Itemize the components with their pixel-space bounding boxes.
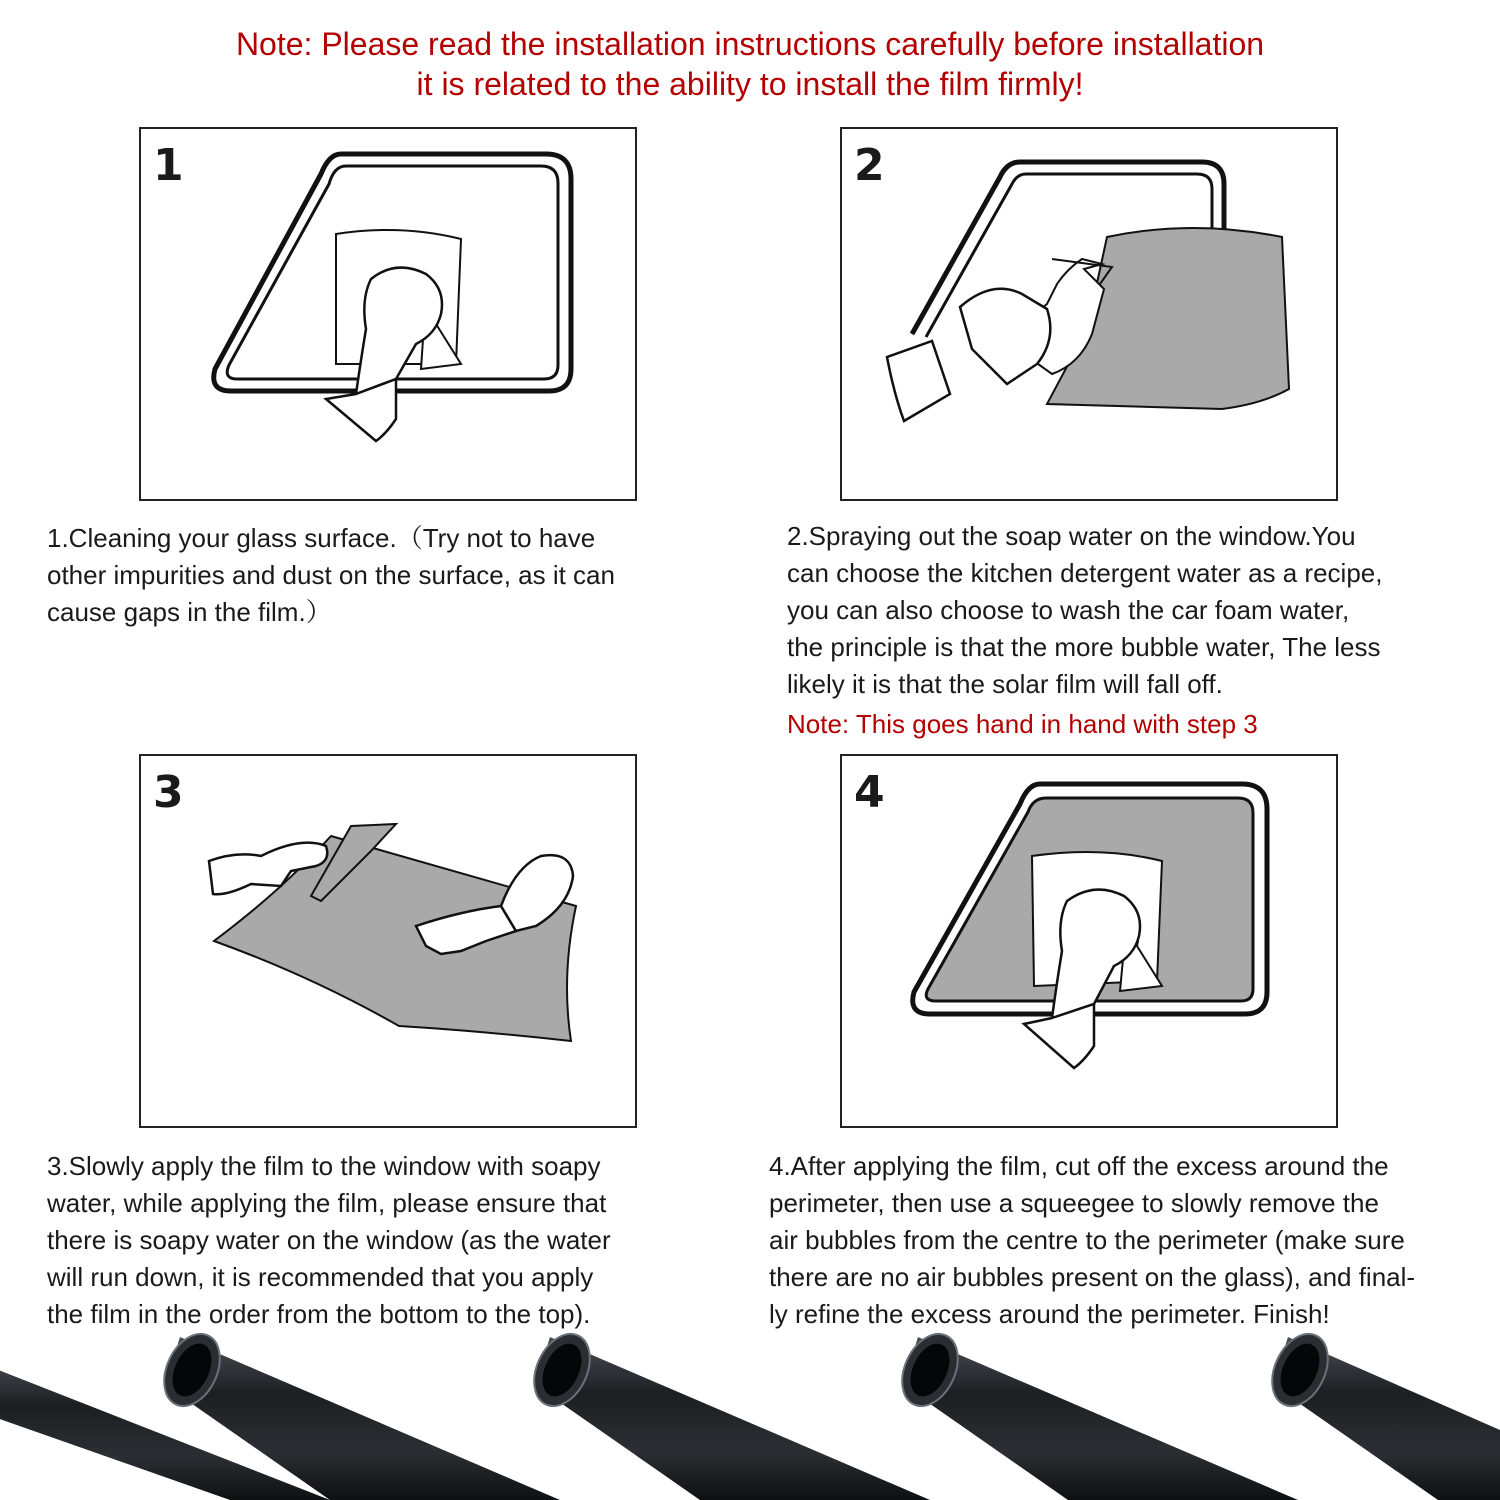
step-4-description: 4.After applying the film, cut off the excess around the perimeter, then use a squeegee to slowly remove the air bubbles from the centre to the perimeter (make sure there are no air bubbles present on the glass), and final- ly refine the excess around the perimeter. Finish! xyxy=(769,1151,1416,1329)
step-3-description: 3.Slowly apply the film to the window with soapy water, while applying the film, please ensure that there is soapy water on the window (as the water will run down, it is recommended that you apply the film in the order from the bottom to the top). xyxy=(47,1151,611,1329)
step-3-number: 3 xyxy=(153,767,184,818)
film-rolls-decoration xyxy=(0,1325,1500,1500)
film-roll-icon xyxy=(1261,1325,1500,1500)
step-1-description: 1.Cleaning your glass surface.（Try not to have other impurities and dust on the surface, as it can cause gaps in the film.） xyxy=(47,523,615,627)
header-note-line2: it is related to the ability to install the film firmly! xyxy=(416,66,1084,102)
film-roll-icon xyxy=(523,1325,930,1500)
step-2-number: 2 xyxy=(854,140,885,191)
squeegee-illustration xyxy=(842,756,1340,1130)
step-1-panel xyxy=(139,127,637,501)
step-4-number: 4 xyxy=(854,767,885,818)
film-roll-icon xyxy=(891,1325,1298,1500)
header-note-line1: Note: Please read the installation instructions carefully before installation xyxy=(235,26,1265,62)
step-2-panel xyxy=(840,127,1338,501)
step-2-note: Note: This goes hand in hand with step 3 xyxy=(787,709,1258,739)
step-3-panel xyxy=(139,754,637,1128)
window-cleaning-illustration xyxy=(141,129,639,503)
step-4-panel xyxy=(840,754,1338,1128)
step-1-number: 1 xyxy=(153,140,184,191)
spray-bottle-illustration xyxy=(842,129,1340,503)
film-peeling-illustration xyxy=(141,756,639,1130)
step-2-description: 2.Spraying out the soap water on the window.You can choose the kitchen detergent water as a recipe, you can also choose to wash the car foam water, the principle is that the more bubble water, The less likely it is that the solar film will fall off. xyxy=(787,521,1383,699)
